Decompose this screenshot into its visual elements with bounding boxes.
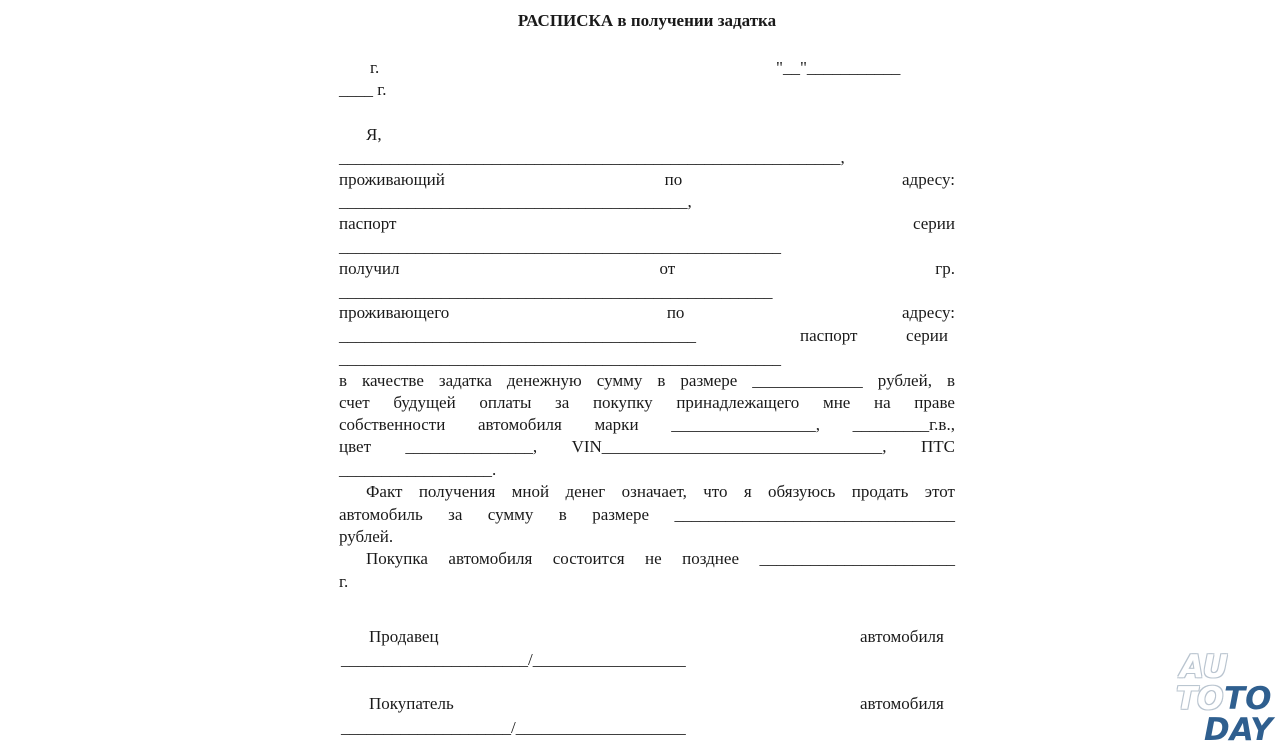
word: оплаты	[479, 393, 532, 412]
passport-line	[339, 214, 955, 234]
word: в	[946, 371, 955, 390]
word: задатка	[438, 371, 492, 390]
year-blank: ____ г.	[339, 80, 387, 99]
word: мной	[511, 482, 550, 501]
purchase-line	[366, 549, 955, 569]
buyer-label: Покупатель	[369, 694, 454, 713]
seller-label: Продавец	[369, 627, 439, 646]
logo-text-to-outline: TO	[1176, 681, 1224, 717]
pts-blank: __________________.	[339, 460, 497, 479]
word: сумму	[596, 371, 643, 390]
word: за	[448, 505, 463, 524]
deposit-line-1	[339, 371, 955, 391]
i-label: Я,	[366, 125, 382, 144]
residing-word-2: по	[664, 170, 683, 189]
residing2-word-2: по	[666, 303, 685, 322]
word: мне	[822, 393, 851, 412]
word: счет	[339, 393, 370, 412]
word: автомобиля	[478, 415, 562, 434]
year-end: г.	[339, 572, 349, 591]
deposit-line-4	[339, 437, 955, 457]
document-title: РАСПИСКА в получении задатка	[517, 11, 777, 30]
word: Покупка	[366, 549, 428, 568]
brand-blank: _________________,	[671, 415, 820, 434]
word: праве	[914, 393, 955, 412]
word: сумму	[487, 505, 534, 524]
name-blank: ___________________________________________________________,	[339, 148, 845, 167]
color-blank: _______________,	[405, 437, 538, 456]
word: состоится	[552, 549, 625, 568]
word: что	[703, 482, 728, 501]
residing2-word-3: адресу:	[902, 303, 955, 322]
word: на	[874, 393, 891, 412]
word: будущей	[393, 393, 456, 412]
word: размере	[592, 505, 650, 524]
from-blank: ___________________________________________________	[339, 282, 773, 301]
logo-text-au: AU	[1180, 649, 1228, 685]
passport-word-2: серии	[913, 214, 955, 233]
word: Факт	[366, 482, 403, 501]
received-word-1: получил	[339, 259, 400, 278]
word: за	[555, 393, 570, 412]
address-blank: _________________________________________,	[339, 192, 692, 211]
word: я	[743, 482, 752, 501]
word: размере	[680, 371, 738, 390]
word: в	[558, 505, 567, 524]
word: принадлежащего	[676, 393, 800, 412]
city-label: г.	[370, 58, 380, 77]
received-word-3: гр.	[935, 259, 955, 278]
seller-signature-blank: ______________________/__________________	[341, 650, 686, 669]
word: означает,	[621, 482, 687, 501]
passport-blank: ____________________________________________________	[339, 237, 781, 256]
word: продать	[851, 482, 909, 501]
word: денег	[565, 482, 606, 501]
word: ПТС	[920, 437, 955, 456]
word: покупку	[592, 393, 653, 412]
residing-line	[339, 170, 955, 190]
amount-blank: _____________	[752, 371, 863, 390]
deposit-line-2	[339, 393, 955, 413]
passport-word-1: паспорт	[339, 214, 397, 233]
word: автомобиля	[448, 549, 533, 568]
passport2-word-1: паспорт	[800, 326, 858, 345]
sum-blank: _________________________________	[674, 505, 955, 524]
word: автомобиль	[339, 505, 423, 524]
date-deadline-blank: _______________________	[759, 549, 955, 568]
word: марки	[594, 415, 639, 434]
address2-blank: __________________________________________	[339, 326, 696, 345]
autotoday-logo	[1172, 649, 1273, 748]
deposit-line-3	[339, 415, 955, 435]
word: цвет	[339, 437, 371, 456]
residing2-line	[339, 303, 955, 323]
logo-text-day: DAY	[1204, 712, 1273, 748]
passport2-word-2: серии	[906, 326, 948, 345]
word: качестве	[362, 371, 424, 390]
word: рублей,	[877, 371, 932, 390]
fact-line-2	[339, 505, 955, 525]
word: обязуюсь	[768, 482, 836, 501]
word: в	[339, 371, 348, 390]
received-line	[339, 259, 955, 279]
date-blank: "__"___________	[776, 58, 901, 77]
logo-text-to-blue: TO	[1224, 681, 1272, 717]
seller-car-label: автомобиля	[860, 627, 944, 646]
word: в	[657, 371, 666, 390]
word: этот	[924, 482, 955, 501]
fact-line-1	[366, 482, 955, 502]
word: собственности	[339, 415, 446, 434]
year-made-blank: _________г.в.,	[852, 415, 955, 434]
residing-word-3: адресу:	[902, 170, 955, 189]
word: денежную	[506, 371, 582, 390]
buyer-signature-blank: ____________________/____________________	[341, 718, 686, 737]
buyer-car-label: автомобиля	[860, 694, 944, 713]
residing-word-1: проживающий	[339, 170, 445, 189]
word: получения	[418, 482, 496, 501]
word: не	[645, 549, 662, 568]
vin-blank: VIN_________________________________,	[571, 437, 887, 456]
word: позднее	[682, 549, 739, 568]
passport2-blank: ____________________________________________________	[339, 349, 781, 368]
received-word-2: от	[659, 259, 676, 278]
residing2-word-1: проживающего	[339, 303, 450, 322]
rubles-end: рублей.	[339, 527, 394, 546]
